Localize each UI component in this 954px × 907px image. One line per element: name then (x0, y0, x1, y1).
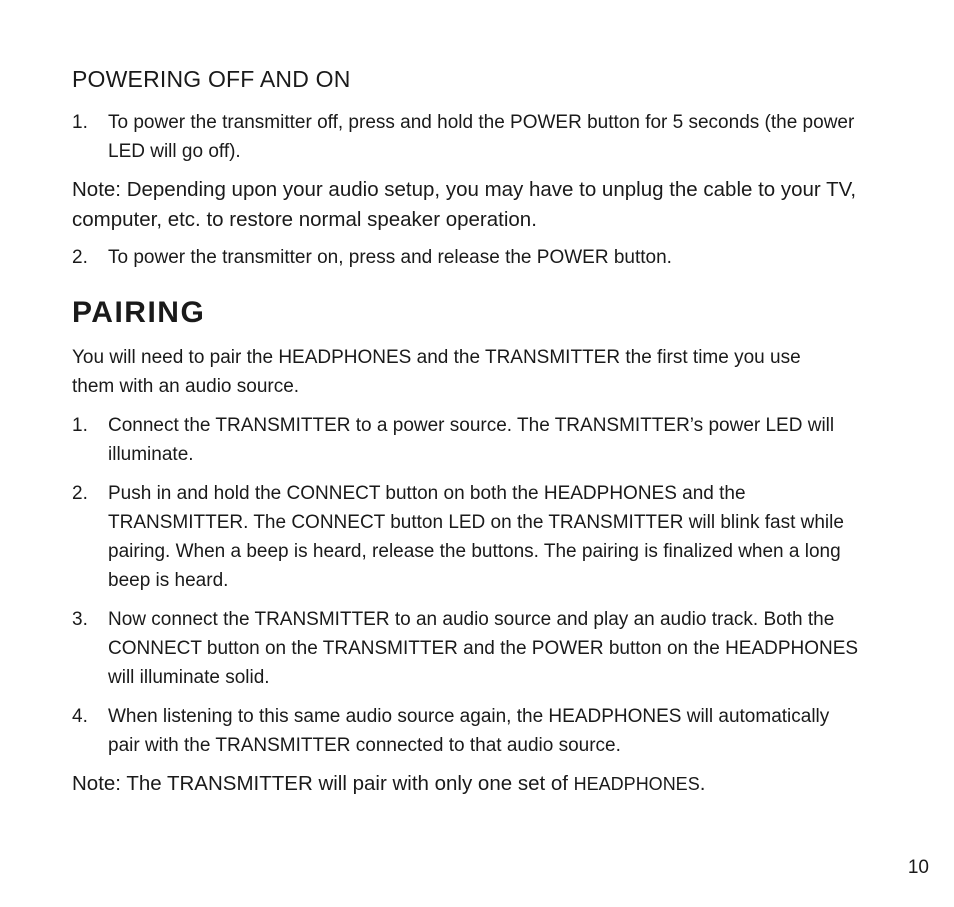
list-number: 1. (72, 112, 88, 133)
list-number: 3. (72, 609, 88, 630)
section-heading-powering: POWERING OFF AND ON (72, 66, 351, 92)
pairing-intro: You will need to pair the HEADPHONES and the TRANSMITTER the first time you use them with an audio source. (72, 347, 801, 397)
list-item-power-off (72, 108, 862, 166)
list-item-pairing-3 (72, 605, 862, 692)
list-item-pairing-2 (72, 479, 862, 595)
note-prefix: Note: The TRANSMITTER will pair with only one set of (72, 772, 574, 795)
list-number: 4. (72, 706, 88, 727)
note-pairing-limit (72, 769, 862, 800)
section-heading-pairing: PAIRING (72, 296, 206, 329)
list-text: Push in and hold the CONNECT button on both the HEADPHONES and the TRANSMITTER. The CONNECT button LED on the TRANSMITTER will blink fast while pairing. When a beep is heard, release the buttons. The pairing is finalized when a long beep is heard. (108, 483, 844, 591)
list-text: When listening to this same audio source again, the HEADPHONES will automatically pair with the TRANSMITTER connected to that audio source. (108, 706, 830, 756)
list-item-power-on (72, 243, 862, 272)
list-number: 1. (72, 415, 88, 436)
list-item-pairing-4 (72, 702, 862, 760)
list-item-pairing-1 (72, 411, 862, 469)
note-emphasis: HEADPHONES (573, 774, 700, 794)
note-suffix: . (699, 772, 706, 795)
list-text: To power the transmitter off, press and hold the POWER button for 5 seconds (the power LED will go off). (108, 112, 855, 162)
note-audio-setup: Note: Depending upon your audio setup, you may have to unplug the cable to your TV, computer, etc. to restore normal speaker operation. (72, 178, 857, 231)
list-text: Connect the TRANSMITTER to a power source. The TRANSMITTER’s power LED will illuminate. (108, 415, 835, 465)
list-text: Now connect the TRANSMITTER to an audio source and play an audio track. Both the CONNECT button on the TRANSMITTER and the POWER button on the HEADPHONES will illuminate solid. (108, 609, 859, 688)
list-number: 2. (72, 483, 88, 504)
list-number: 2. (72, 247, 88, 268)
page-number: 10 (907, 857, 929, 878)
list-text: To power the transmitter on, press and release the POWER button. (108, 247, 672, 268)
